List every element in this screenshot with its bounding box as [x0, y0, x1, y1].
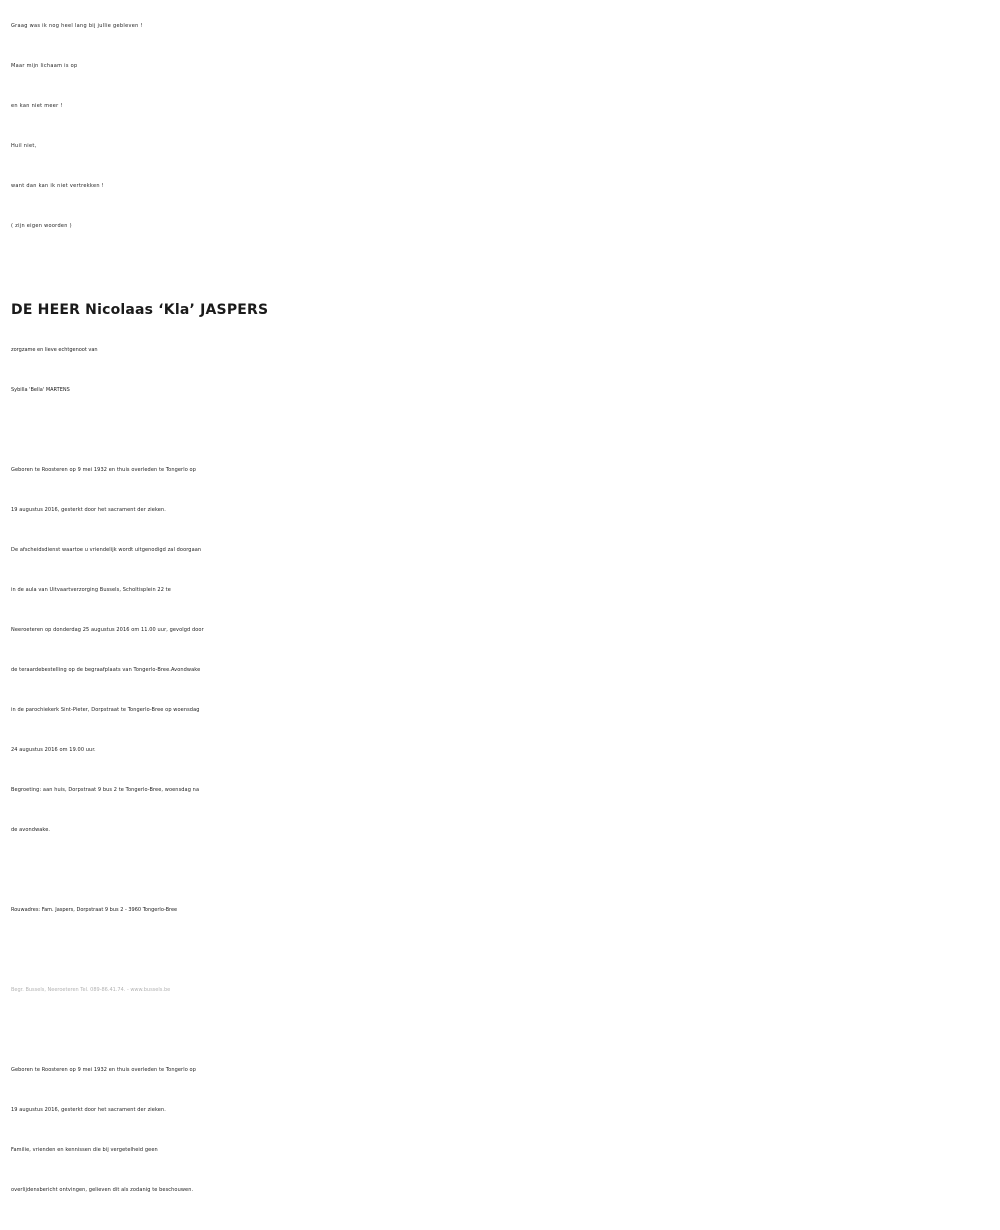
- spacer: [11, 410, 996, 450]
- announcement-line: de teraardebestelling op de begraafplaats van Tongerlo-Bree.Avondwake: [11, 667, 201, 673]
- announcement-line: de avondwake.: [11, 827, 51, 833]
- spouse-name: Sybilla 'Bella' MARTENS: [11, 387, 70, 393]
- announcement-line: 24 augustus 2016 om 19.00 uur.: [11, 747, 96, 753]
- relation-line: zorgzame en lieve echtgenoot van: [11, 347, 98, 353]
- poem-line: ( zijn eigen woorden ): [11, 223, 72, 229]
- announcement-line: Neeroeteren op donderdag 25 augustus 2016 om 11.00 uur, gevolgd door: [11, 627, 204, 633]
- poem-line: en kan niet meer !: [11, 103, 63, 109]
- spacer: [11, 850, 996, 890]
- spacer: [11, 1010, 996, 1050]
- closing-line: 19 augustus 2016, gesterkt door het sacrament der zieken.: [11, 1107, 166, 1113]
- mourning-address: Rouwadres: Fam. Jaspers, Dorpstraat 9 bus 2 - 3960 Tongerlo-Bree: [11, 907, 178, 913]
- closing-line: Familie, vrienden en kennissen die bij vergetelheid geen: [11, 1147, 158, 1153]
- poem-line: Graag was ik nog heel lang bij jullie gebleven !: [11, 23, 143, 29]
- announcement-line: De afscheidsdienst waartoe u vriendelijk wordt uitgenodigd zal doorgaan: [11, 547, 202, 553]
- announcement-line: 19 augustus 2016, gesterkt door het sacrament der zieken.: [11, 507, 166, 513]
- poem-line: want dan kan ik niet vertrekken !: [11, 183, 104, 189]
- poem-line: Maar mijn lichaam is op: [11, 63, 78, 69]
- closing-line: Geboren te Roosteren op 9 mei 1932 en thuis overleden te Tongerlo op: [11, 1067, 196, 1073]
- funeral-home-contact: Begr. Bussels, Neeroeteren Tel. 089-86.41.74. - www.bussels.be: [11, 987, 171, 993]
- obituary-notice: [11, 6, 996, 1210]
- spacer: [11, 930, 996, 970]
- announcement-line: in de parochiekerk Sint-Pieter, Dorpstraat te Tongerlo-Bree op woensdag: [11, 707, 200, 713]
- poem-line: Huil niet,: [11, 143, 37, 149]
- closing-block: [11, 1050, 996, 1210]
- closing-line: overlijdensbericht ontvingen, gelieven dit als zodanig te beschouwen.: [11, 1187, 194, 1193]
- deceased-name: DE HEER Nicolaas ‘Kla’ JASPERS: [11, 302, 269, 318]
- announcement-block: [11, 450, 996, 850]
- announcement-line: Begroeting: aan huis, Dorpstraat 9 bus 2 te Tongerlo-Bree, woensdag na: [11, 787, 200, 793]
- poem-block: [11, 6, 996, 246]
- announcement-line: Geboren te Roosteren op 9 mei 1932 en thuis overleden te Tongerlo op: [11, 467, 196, 473]
- announcement-line: in de aula van Uitvaartverzorging Bussels, Scholtisplein 22 te: [11, 587, 171, 593]
